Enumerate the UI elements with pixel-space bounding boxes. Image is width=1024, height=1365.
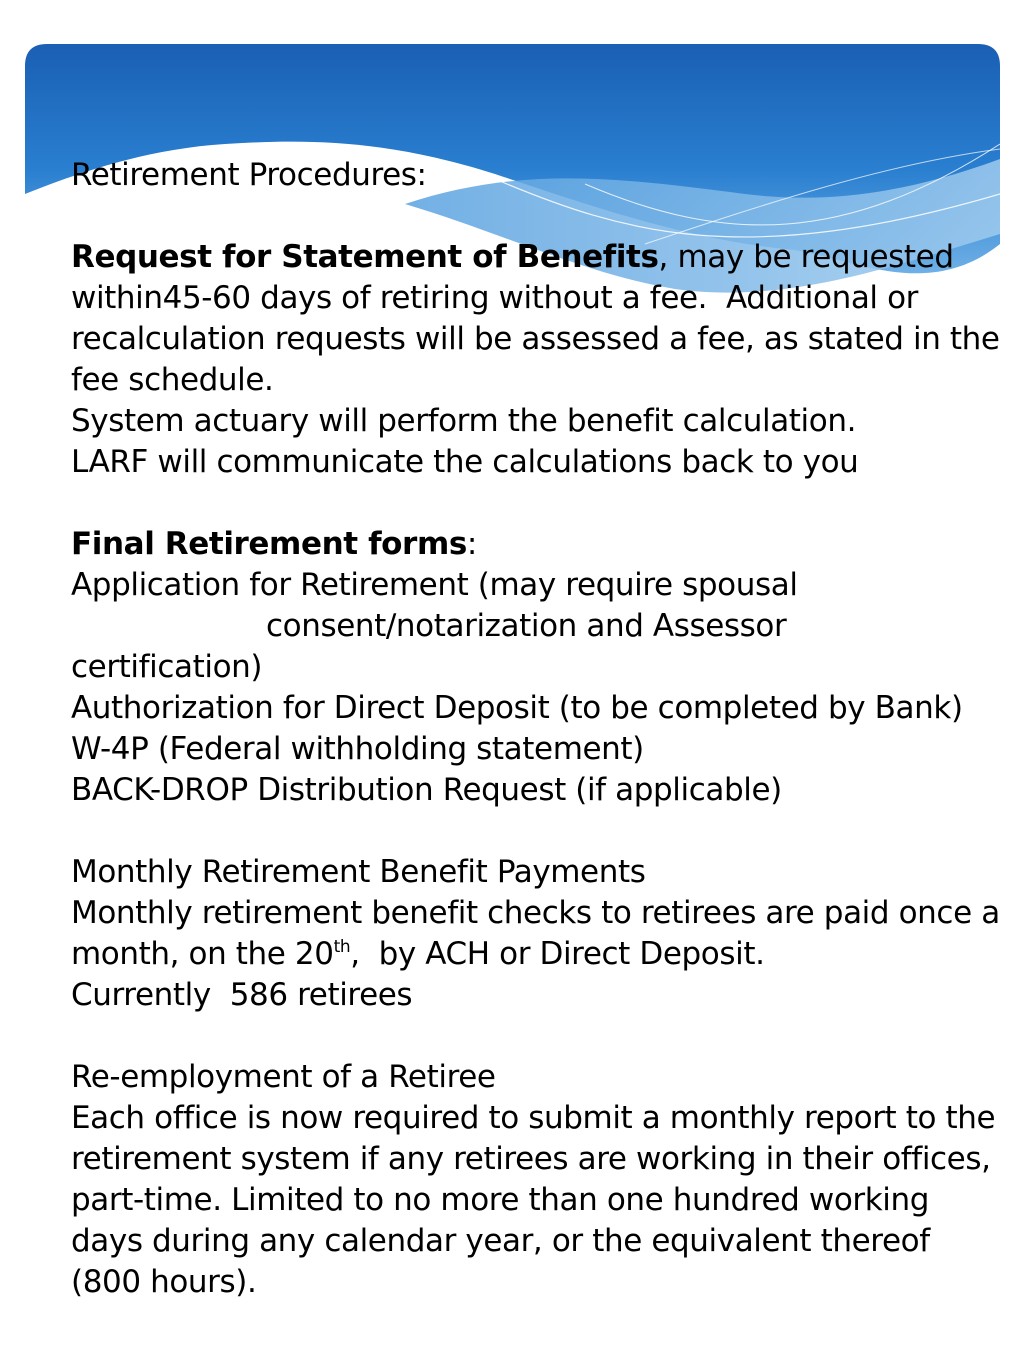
application-line-2: consent/notarization and Assessor (266, 608, 787, 644)
spacer (71, 196, 1001, 237)
reemployment-heading: Re-employment of a Retiree (71, 1059, 496, 1095)
w4p-line: W-4P (Federal withholding statement) (71, 731, 644, 767)
reemployment-paragraph: Each office is now required to submit a monthly report to the retirement system if any retirees are working in their offices, part-time. Limited to no more than one hundred working days during any calendar year, or the equivalent thereof (800 hours). (71, 1100, 1005, 1300)
spacer (71, 811, 1001, 852)
document-body (71, 155, 1010, 1303)
final-forms-title: Final Retirement forms (71, 526, 467, 562)
final-forms-heading (71, 524, 1001, 565)
application-line-1: Application for Retirement (may require spousal (71, 567, 798, 603)
application-line-3: certification) (71, 649, 263, 685)
monthly-paragraph (71, 893, 1010, 975)
actuary-line: System actuary will perform the benefit calculation. (71, 403, 857, 439)
monthly-text: Monthly retirement benefit checks to retirees are paid once a month, on the 20 (71, 895, 1010, 972)
spacer (71, 483, 1001, 524)
statement-paragraph (71, 237, 1010, 401)
final-forms-colon: : (466, 526, 477, 562)
larf-line: LARF will communicate the calculations back to you (71, 444, 859, 480)
direct-deposit-line: Authorization for Direct Deposit (to be completed by Bank) (71, 690, 963, 726)
monthly-text-end: , by ACH or Direct Deposit. (350, 936, 765, 972)
retiree-count-line: Currently 586 retirees (71, 977, 413, 1013)
back-drop-line: BACK-DROP Distribution Request (if applicable) (71, 772, 782, 808)
page-heading: Retirement Procedures: (71, 157, 427, 193)
ordinal-suffix: th (333, 937, 351, 957)
spacer (71, 1016, 1001, 1057)
statement-text: , may be requested within45-60 days of retiring without a fee. Additional or recalculation requests will be assessed a fee, as stated in the fee schedule. (71, 239, 1010, 398)
statement-title: Request for Statement of Benefits (71, 239, 659, 275)
monthly-heading: Monthly Retirement Benefit Payments (71, 854, 646, 890)
